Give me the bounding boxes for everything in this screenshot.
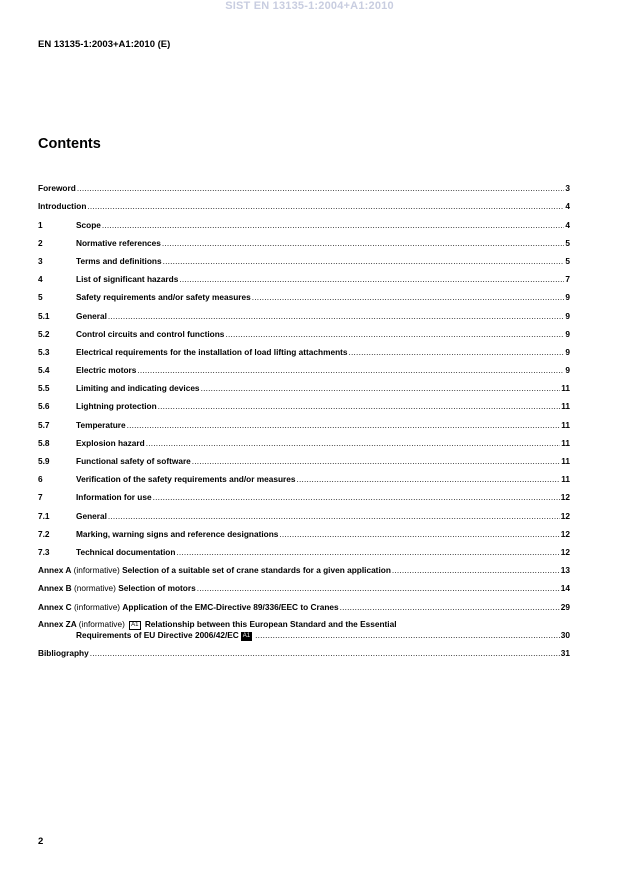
leader-dots: [279, 529, 559, 540]
toc-section-number: 5.1: [38, 310, 50, 321]
toc-page-number: 4: [565, 201, 570, 212]
toc-section-number: 5.6: [38, 401, 50, 412]
toc-entry-bibliography[interactable]: [38, 641, 570, 659]
toc-page-number: 5: [565, 237, 570, 248]
annex-title-line1: Relationship between this European Standard and the Essential: [144, 618, 397, 629]
leader-dots: [176, 547, 559, 558]
toc-entry-annex[interactable]: [38, 594, 570, 612]
toc-page-number: 30: [560, 629, 570, 640]
toc-entry-annex[interactable]: [38, 558, 570, 576]
toc-section-number: 7.3: [38, 546, 50, 557]
toc-page-number: 9: [565, 310, 570, 321]
toc-page-number: 5: [565, 255, 570, 266]
toc-page-number: 29: [560, 601, 570, 612]
toc-page-number: 7: [565, 274, 570, 285]
toc-entry[interactable]: [38, 358, 570, 376]
contents-heading: Contents: [38, 136, 101, 152]
toc-page-number: 14: [560, 583, 570, 594]
toc-section-number: 5.8: [38, 437, 50, 448]
annex-label: Annex ZA: [38, 618, 77, 629]
document-identifier: EN 13135-1:2003+A1:2010 (E): [38, 39, 171, 50]
annex-type: (normative): [73, 583, 116, 594]
toc-section-number: 5.5: [38, 383, 50, 394]
leader-dots: [127, 420, 561, 431]
leader-dots: [77, 183, 565, 194]
toc-entry[interactable]: [38, 376, 570, 394]
leader-dots: [162, 238, 565, 249]
leader-dots: [158, 401, 561, 412]
leader-dots: [340, 602, 560, 613]
toc-title: Functional safety of software: [76, 456, 191, 466]
toc-page-number: 3: [565, 183, 570, 194]
toc-page-number: 12: [560, 510, 570, 521]
toc-page-number: 31: [560, 647, 570, 658]
annex-label: Annex C: [38, 601, 72, 612]
leader-dots: [192, 456, 560, 467]
toc-page-number: 9: [565, 346, 570, 357]
watermark: SIST EN 13135-1:2004+A1:2010: [225, 0, 394, 12]
toc-section-number: 5.4: [38, 365, 50, 376]
leader-dots: [392, 565, 560, 576]
leader-dots: [90, 648, 560, 659]
toc-title: Limiting and indicating devices: [76, 383, 200, 394]
leader-dots: [146, 438, 561, 449]
toc-entry[interactable]: [38, 285, 570, 303]
toc-section-number: 5.3: [38, 346, 50, 357]
toc-section-number: 6: [38, 474, 43, 485]
toc-entry[interactable]: [38, 431, 570, 449]
toc-section-number: 1: [38, 219, 43, 230]
toc-page-number: 12: [560, 528, 570, 539]
toc-section-number: 5.2: [38, 328, 50, 339]
leader-dots: [197, 583, 560, 594]
annex-label: Annex A: [38, 565, 72, 576]
toc-title: Temperature: [76, 419, 126, 430]
toc-section-number: 5.9: [38, 456, 50, 466]
leader-dots: [252, 292, 565, 303]
leader-dots: [296, 474, 560, 485]
annex-type: (informative): [73, 601, 121, 612]
toc-section-number: 4: [38, 274, 43, 285]
toc-page-number: 9: [565, 328, 570, 339]
toc-page-number: 11: [561, 474, 570, 485]
toc-entry[interactable]: [38, 394, 570, 412]
toc-page-number: 12: [560, 492, 570, 503]
toc-entry[interactable]: [38, 503, 570, 521]
annex-type: (informative): [78, 618, 125, 629]
toc-section-number: 2: [38, 237, 43, 248]
toc-page-number: 13: [560, 565, 570, 576]
annex-title: Selection of motors: [118, 583, 196, 594]
toc-title: Safety requirements and/or safety measures: [76, 292, 251, 303]
annex-title: Application of the EMC-Directive 89/336/EEC to Cranes: [122, 601, 339, 612]
toc-title: Marking, warning signs and reference designations: [76, 528, 279, 539]
toc-title: List of significant hazards: [76, 274, 179, 285]
table-of-contents: [38, 176, 570, 659]
toc-section-number: 7: [38, 492, 43, 503]
toc-section-number: 3: [38, 255, 43, 266]
toc-page-number: 11: [561, 383, 570, 394]
leader-dots: [108, 311, 564, 322]
toc-section-number: 5.7: [38, 419, 50, 430]
toc-title: Electric motors: [76, 365, 137, 376]
toc-title: Foreword: [38, 183, 76, 194]
toc-title: Scope: [76, 219, 101, 230]
toc-title: Electrical requirements for the installation of load lifting attachments: [76, 346, 348, 357]
toc-entry[interactable]: [38, 522, 570, 540]
toc-entry[interactable]: [38, 322, 570, 340]
toc-page-number: 11: [561, 437, 570, 448]
toc-section-number: 7.2: [38, 528, 50, 539]
toc-entry[interactable]: [38, 467, 570, 485]
leader-dots: [179, 274, 564, 285]
toc-title: Bibliography: [38, 647, 89, 658]
toc-entry[interactable]: [38, 194, 570, 212]
toc-title: General: [76, 510, 107, 521]
annex-label: Annex B: [38, 583, 72, 594]
toc-entry-annex-za[interactable]: [38, 613, 570, 641]
toc-page-number: 12: [560, 546, 570, 557]
annex-title-line2: Requirements of EU Directive 2006/42/EC: [76, 629, 239, 640]
toc-entry[interactable]: [38, 485, 570, 503]
annex-title: Selection of a suitable set of crane standards for a given application: [122, 565, 391, 576]
toc-page-number: 9: [565, 365, 570, 376]
leader-dots: [163, 256, 565, 267]
toc-entry[interactable]: [38, 340, 570, 358]
amendment-start-marker: A1: [131, 621, 139, 628]
toc-title: General: [76, 310, 107, 321]
leader-dots: [225, 329, 564, 340]
toc-entry[interactable]: [38, 540, 570, 558]
toc-section-number: 7.1: [38, 510, 50, 521]
toc-title: Explosion hazard: [76, 437, 145, 448]
leader-dots: [108, 511, 560, 522]
toc-entry[interactable]: [38, 267, 570, 285]
toc-entry[interactable]: [38, 412, 570, 430]
leader-dots: [87, 201, 564, 212]
toc-title: Information for use: [76, 492, 152, 503]
amendment-end-marker: A1: [242, 632, 251, 639]
toc-entry[interactable]: [38, 231, 570, 249]
toc-title: Verification of the safety requirements and/or measures: [76, 474, 296, 485]
toc-page-number: 11: [561, 419, 570, 430]
toc-section-number: 5: [38, 292, 43, 303]
toc-entry[interactable]: [38, 212, 570, 230]
toc-page-number: 9: [565, 292, 570, 303]
leader-dots: [255, 630, 560, 641]
toc-title: Introduction: [38, 201, 87, 212]
toc-title: Terms and definitions: [76, 255, 162, 266]
toc-title: Normative references: [76, 237, 161, 248]
toc-title: Control circuits and control functions: [76, 328, 225, 339]
leader-dots: [153, 492, 560, 503]
leader-dots: [349, 347, 565, 358]
leader-dots: [201, 383, 561, 394]
page-number: 2: [38, 836, 44, 847]
toc-entry[interactable]: [38, 303, 570, 321]
toc-entry-annex[interactable]: [38, 576, 570, 594]
annex-type: (informative): [73, 565, 120, 576]
toc-entry[interactable]: [38, 249, 570, 267]
toc-page-number: 11: [561, 401, 570, 412]
toc-page-number: 4: [565, 219, 570, 230]
leader-dots: [137, 365, 564, 376]
toc-entry[interactable]: [38, 176, 570, 194]
toc-title: Technical documentation: [76, 546, 176, 557]
toc-entry[interactable]: [38, 449, 570, 467]
toc-title: Lightning protection: [76, 401, 157, 412]
leader-dots: [102, 220, 564, 231]
toc-page-number: 11: [561, 456, 570, 466]
